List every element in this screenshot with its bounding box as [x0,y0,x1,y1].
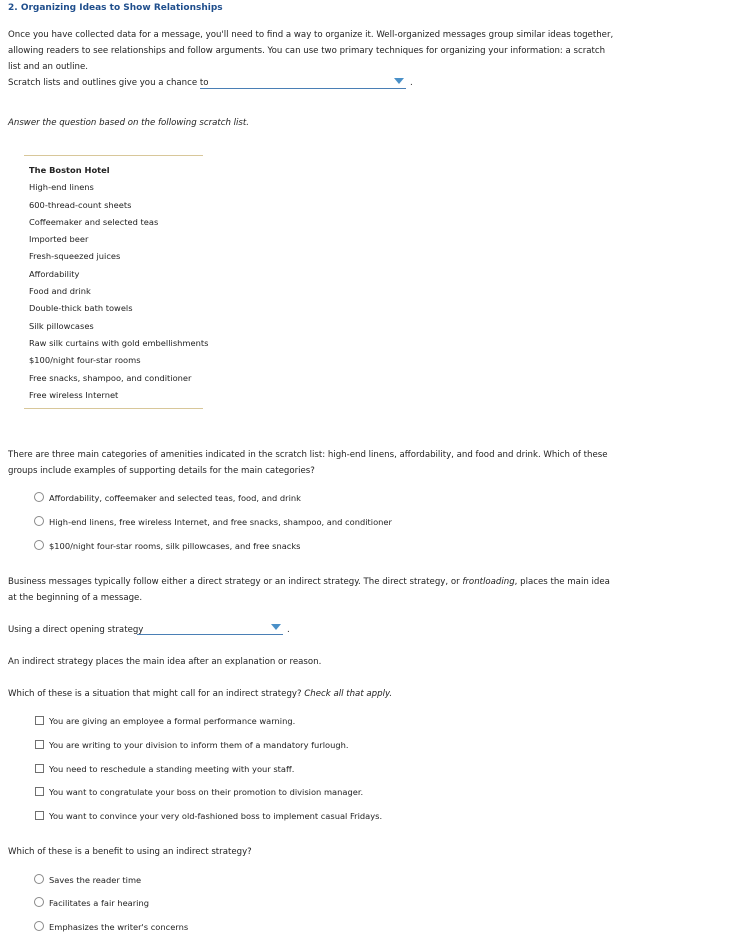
q5-prompt: Which of these is a benefit to using an indirect strategy? [8,847,252,857]
q4-instruction: Check all that apply. [304,689,393,699]
q2-option-radio[interactable] [34,492,44,502]
strategy-paragraph [8,574,618,606]
q4-option-label[interactable]: You are writing to your division to inform them of a mandatory furlough. [49,740,349,750]
q3-period: . [287,625,290,635]
q5-option-radio[interactable] [34,921,44,931]
q4-option-label[interactable]: You are giving an employee a formal performance warning. [49,716,296,726]
scratch-list-item: High-end linens [29,182,94,192]
scratch-list-top-rule [24,155,203,156]
q2-option-radio[interactable] [34,540,44,550]
q4-prompt-text: Which of these is a situation that might call for an indirect strategy? [8,689,305,699]
scratch-list-item: Double-thick bath towels [29,303,133,313]
section-title: 2. Organizing Ideas to Show Relationships [8,3,223,13]
strategy-term: frontloading [462,577,515,587]
q5-option-radio[interactable] [34,874,44,884]
q4-option-label[interactable]: You want to congratulate your boss on their promotion to division manager. [49,787,364,797]
q4-option-checkbox[interactable] [35,787,44,796]
scratch-list-item: Food and drink [29,286,91,296]
q4-option-label[interactable]: You want to convince your very old-fashioned boss to implement casual Fridays. [49,811,383,821]
q2-option-radio[interactable] [34,516,44,526]
q4-option-checkbox[interactable] [35,811,44,820]
q2-option-label[interactable]: High-end linens, free wireless Internet, and free snacks, shampoo, and conditioner [49,517,392,527]
scratch-list-item: Coffeemaker and selected teas [29,217,159,227]
q1-prompt: Scratch lists and outlines give you a chance to [8,78,209,88]
q5-option-label[interactable]: Facilitates a fair hearing [49,898,149,908]
q5-option-label[interactable]: Emphasizes the writer's concerns [49,922,189,932]
q4-option-checkbox[interactable] [35,764,44,773]
scratch-list-item: Imported beer [29,234,89,244]
scratch-list-item: Raw silk curtains with gold embellishments [29,338,209,348]
strategy-text-before: Business messages typically follow either a direct strategy or an indirect strategy. The direct strategy, or [8,577,463,587]
scratch-list-item: Free snacks, shampoo, and conditioner [29,373,192,383]
q1-dropdown[interactable] [200,76,406,89]
q4-option-label[interactable]: You need to reschedule a standing meeting with your staff. [49,764,295,774]
scratch-list-item: Silk pillowcases [29,321,94,331]
q5-option-label[interactable]: Saves the reader time [49,875,142,885]
scratch-list-title: The Boston Hotel [29,165,110,175]
chevron-down-icon[interactable] [271,624,281,630]
q2-option-label[interactable]: Affordability, coffeemaker and selected teas, food, and drink [49,493,301,503]
q2-prompt: There are three main categories of amenities indicated in the scratch list: high-end linens, affordability, and food and drink. Which of these groups include examples of supporting details for the main categories? [8,450,608,476]
q2-option-label[interactable]: $100/night four-star rooms, silk pillowcases, and free snacks [49,541,301,551]
q5-option-radio[interactable] [34,897,44,907]
strategy-text-after: , places the main idea at the beginning of a message. [8,577,610,603]
scratch-instruction: Answer the question based on the following scratch list. [8,118,250,128]
q3-prompt: Using a direct opening strategy [8,625,144,635]
q4-option-checkbox[interactable] [35,716,44,725]
scratch-list-bottom-rule [24,408,203,409]
scratch-list-item: $100/night four-star rooms [29,355,141,365]
q1-period: . [410,78,413,88]
indirect-definition: An indirect strategy places the main idea after an explanation or reason. [8,657,322,667]
scratch-list-item: Affordability [29,269,80,279]
scratch-list-item: Free wireless Internet [29,390,119,400]
q4-option-checkbox[interactable] [35,740,44,749]
scratch-list-item: Fresh-squeezed juices [29,251,121,261]
chevron-down-icon[interactable] [394,78,404,84]
scratch-list-item: 600-thread-count sheets [29,200,132,210]
intro-paragraph: Once you have collected data for a message, you'll need to find a way to organize it. Well-organized messages group similar ideas together, allowing readers to see relationships and follow arguments. You can use two primary techniques for organizing your information: a scratch list and an outline. [8,30,614,72]
q3-dropdown[interactable] [137,622,283,635]
q4-prompt [8,689,392,699]
